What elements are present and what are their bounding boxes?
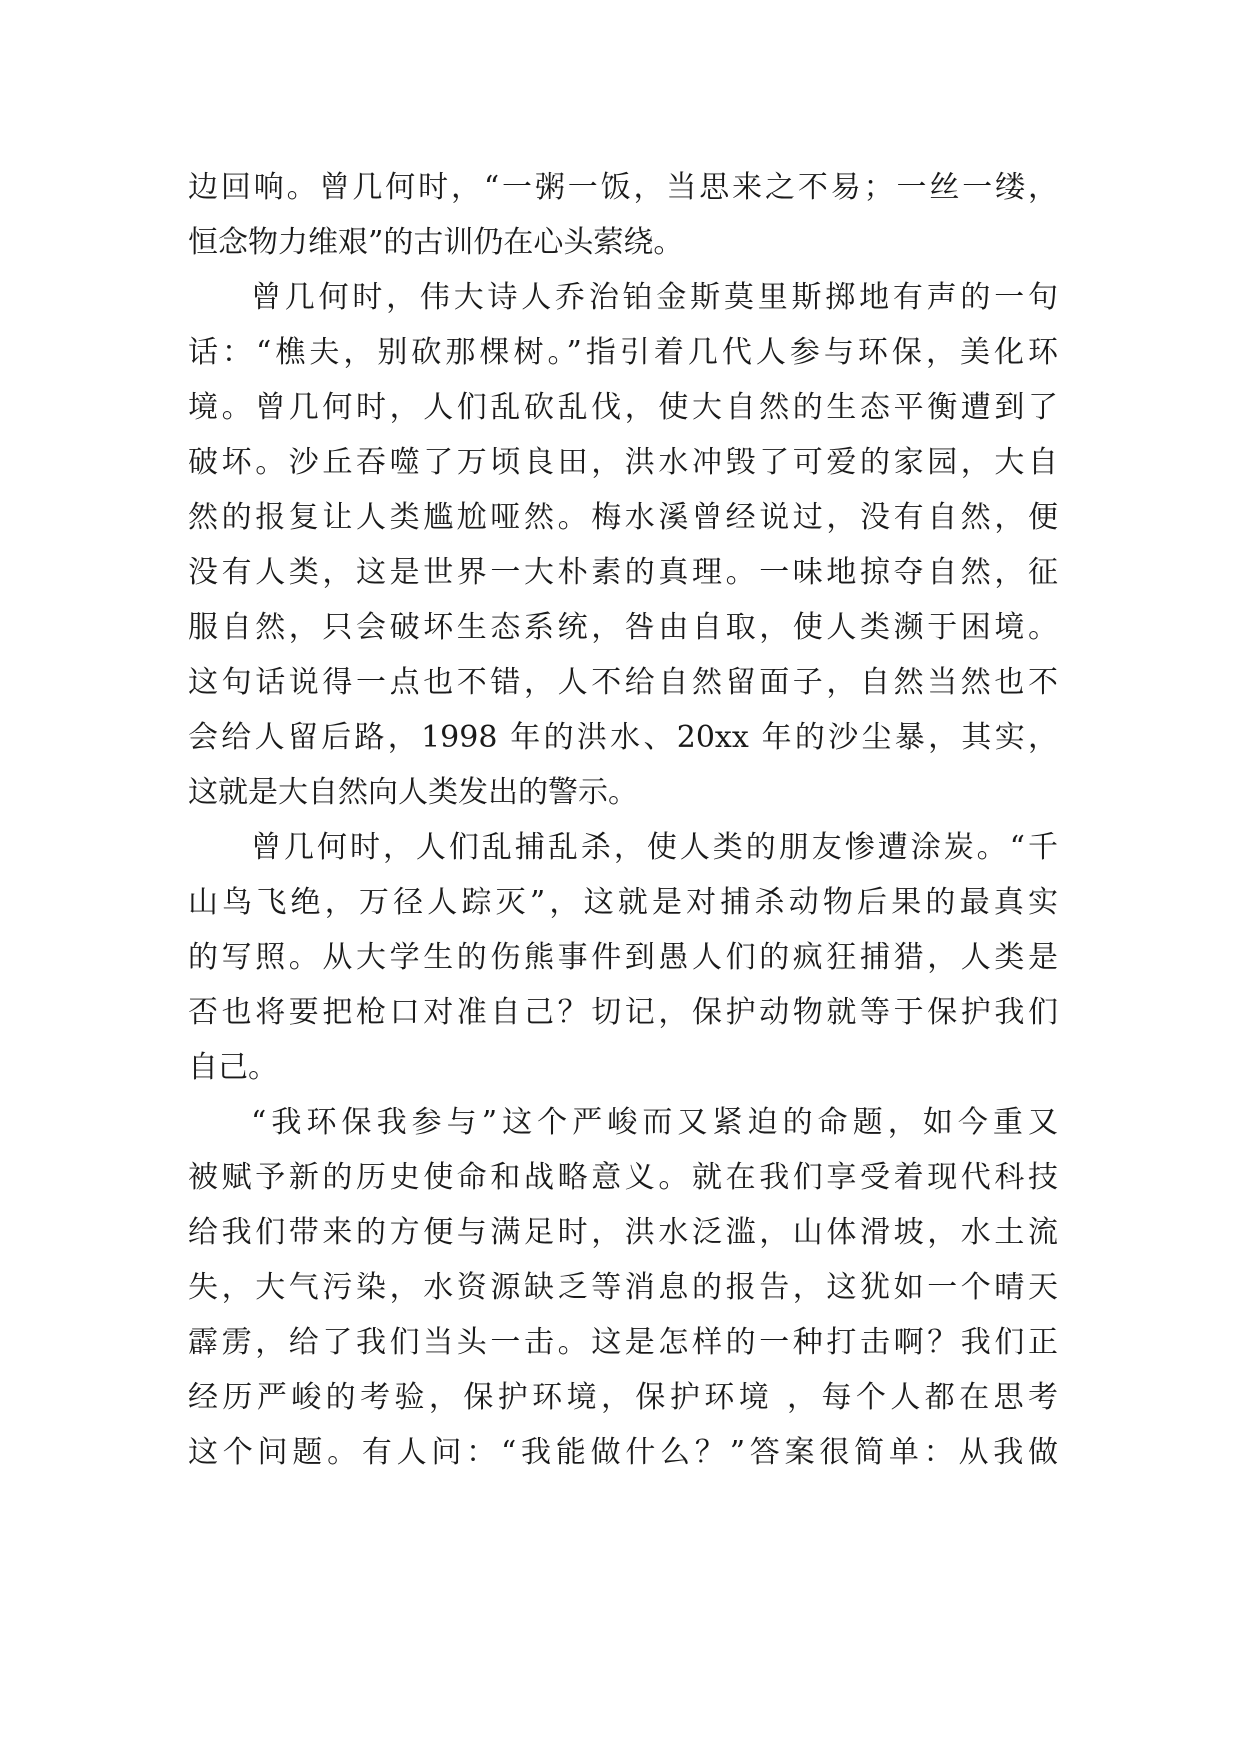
text-line: 失，大气污染，水资源缺乏等消息的报告，这犹如一个晴天	[188, 1270, 1058, 1305]
text-line: 山鸟飞绝，万径人踪灭”，这就是对捕杀动物后果的最真实	[188, 885, 1058, 920]
text-line: 境。曾几何时，人们乱砍乱伐，使大自然的生态平衡遭到了	[188, 390, 1058, 425]
text-line: 会给人留后路，1998 年的洪水、20xx 年的沙尘暴，其实，	[188, 720, 1058, 755]
text-line: 的写照。从大学生的伤熊事件到愚人们的疯狂捕猎，人类是	[188, 940, 1058, 975]
text-line: “我环保我参与”这个严峻而又紧迫的命题，如今重又	[251, 1105, 1058, 1140]
text-line: 恒念物力维艰”的古训仍在心头萦绕。	[188, 225, 684, 260]
text-line: 服自然，只会破坏生态系统，咎由自取，使人类濒于困境。	[188, 610, 1058, 645]
text-line: 边回响。曾几何时，“一粥一饭，当思来之不易；一丝一缕，	[188, 170, 1058, 205]
text-line: 破坏。沙丘吞噬了万顷良田，洪水冲毁了可爱的家园，大自	[188, 445, 1058, 480]
text-line: 没有人类，这是世界一大朴素的真理。一味地掠夺自然，征	[188, 555, 1058, 590]
text-line: 曾几何时，人们乱捕乱杀，使人类的朋友惨遭涂炭。“千	[251, 830, 1058, 865]
text-line: 这就是大自然向人类发出的警示。	[188, 775, 638, 810]
text-line: 被赋予新的历史使命和战略意义。就在我们享受着现代科技	[188, 1160, 1058, 1195]
text-line: 给我们带来的方便与满足时，洪水泛滥，山体滑坡，水土流	[188, 1215, 1058, 1250]
text-line: 霹雳，给了我们当头一击。这是怎样的一种打击啊？我们正	[188, 1325, 1058, 1360]
document-body	[188, 160, 1058, 1480]
text-line: 自己。	[188, 1050, 278, 1085]
text-line: 经历严峻的考验，保护环境，保护环境 ，每个人都在思考	[188, 1380, 1058, 1415]
text-line: 这句话说得一点也不错，人不给自然留面子，自然当然也不	[188, 665, 1058, 700]
text-line: 否也将要把枪口对准自己？切记，保护动物就等于保护我们	[188, 995, 1058, 1030]
text-line: 话：“樵夫，别砍那棵树。”指引着几代人参与环保，美化环	[188, 335, 1058, 370]
text-line: 然的报复让人类尴尬哑然。梅水溪曾经说过，没有自然，便	[188, 500, 1058, 535]
text-line: 这个问题。有人问：“我能做什么？”答案很简单：从我做	[188, 1435, 1058, 1470]
text-line: 曾几何时，伟大诗人乔治铂金斯莫里斯掷地有声的一句	[251, 280, 1058, 315]
